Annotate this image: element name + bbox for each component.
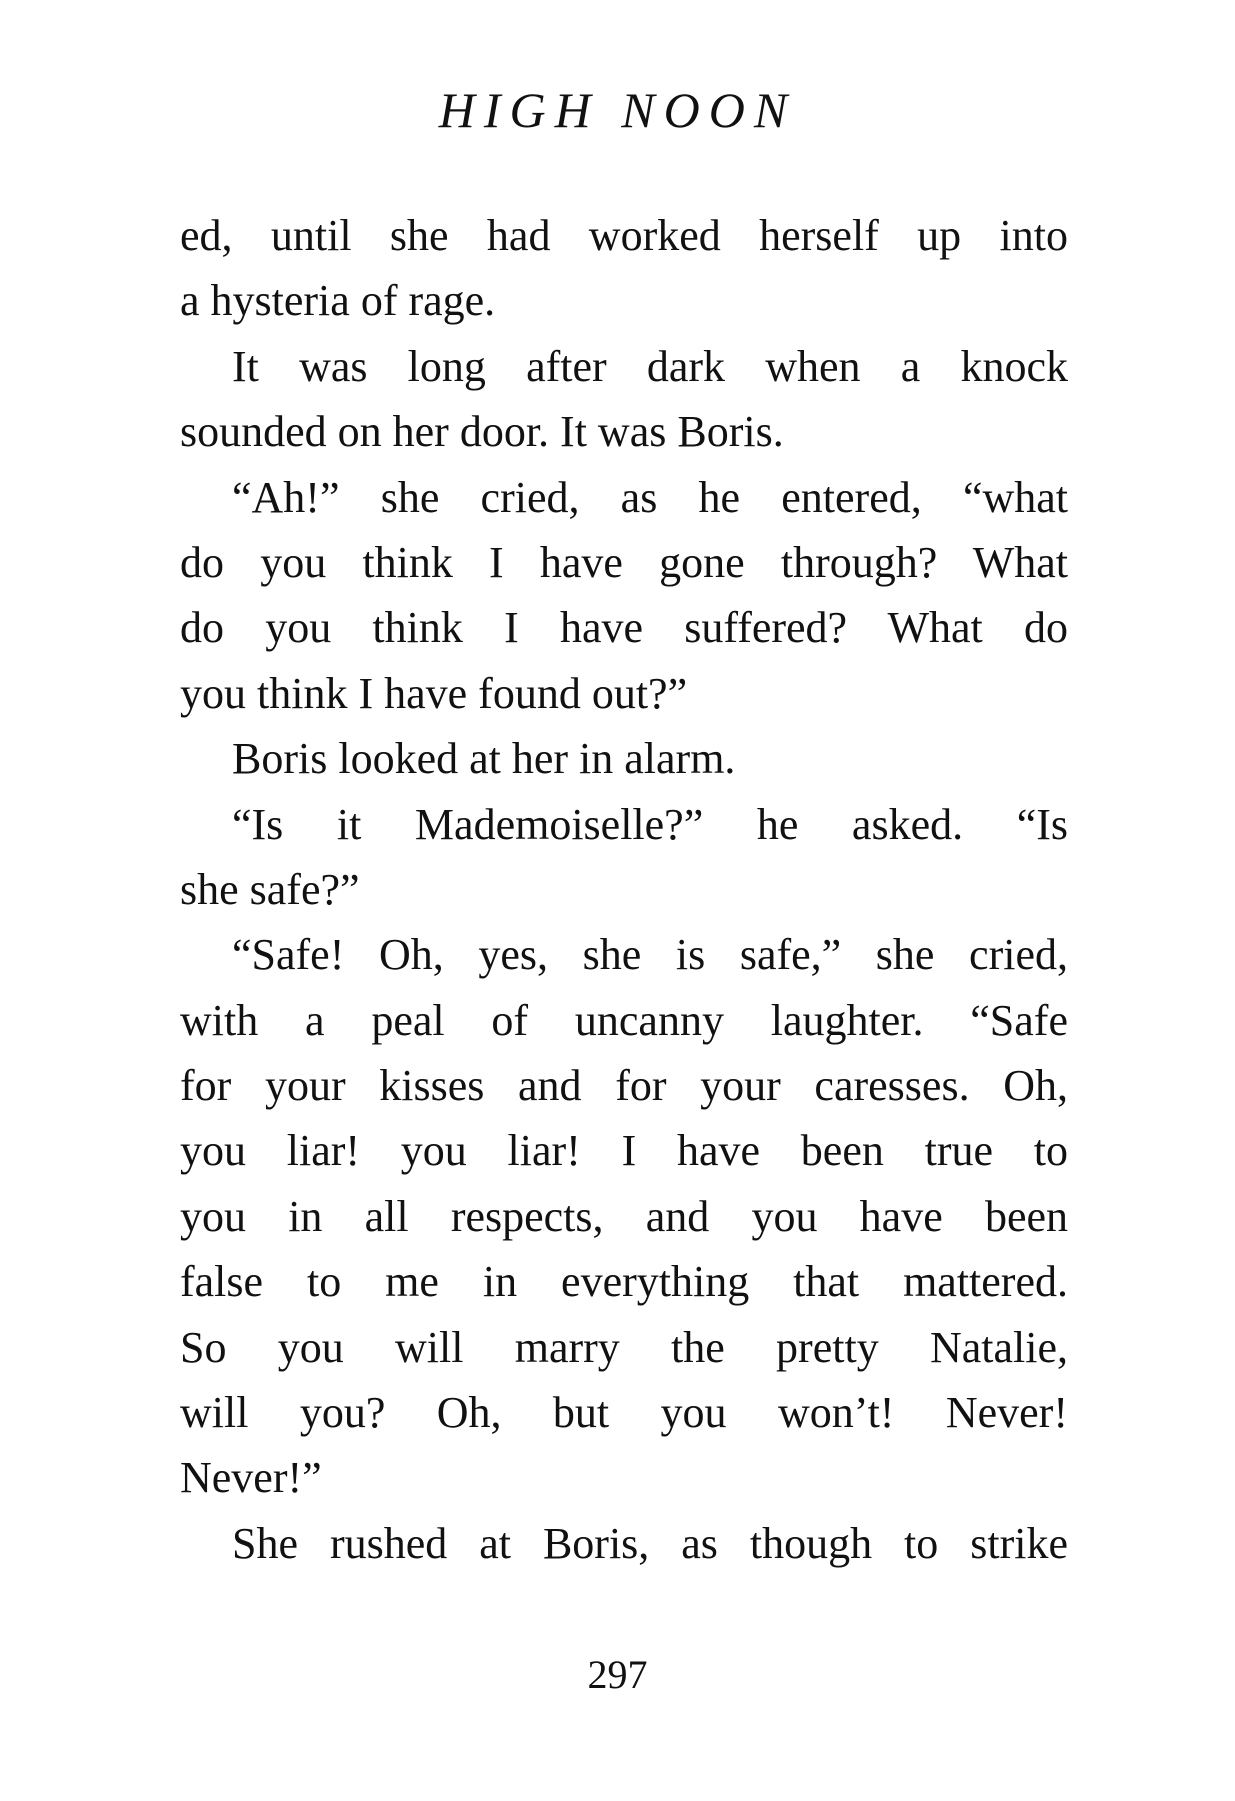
text-line: “Ah!” she cried, as he entered, “what (232, 472, 1068, 522)
text-line: ed, until she had worked herself up into (180, 211, 1068, 260)
text-line: you in all respects, and you have been (180, 1191, 1068, 1241)
text-line: Boris looked at her in alarm. (232, 734, 736, 784)
text-line: It was long after dark when a knock (232, 341, 1068, 391)
text-line: Never!” (180, 1453, 322, 1503)
text-line: sounded on her door. It was Boris. (180, 407, 784, 457)
text-line: will you? Oh, but you won’t! Never! (180, 1388, 1068, 1438)
text-line: you liar! you liar! I have been true to (180, 1126, 1068, 1176)
text-line: for your kisses and for your caresses. Oh, (180, 1061, 1068, 1111)
text-line: with a peal of uncanny laughter. “Safe (180, 995, 1068, 1045)
text-line: “Safe! Oh, yes, she is safe,” she cried, (232, 930, 1068, 980)
text-line: So you will marry the pretty Natalie, (180, 1322, 1068, 1372)
text-line: do you think I have suffered? What do (180, 603, 1068, 653)
text-line: She rushed at Boris, as though to strike (232, 1518, 1068, 1568)
text-line: do you think I have gone through? What (180, 537, 1068, 587)
running-head: HIGH NOON (438, 82, 797, 138)
text-line: a hysteria of rage. (180, 276, 496, 326)
text-line: “Is it Mademoiselle?” he asked. “Is (232, 799, 1068, 849)
text-line: she safe?” (180, 864, 360, 914)
text-line: false to me in everything that mattered. (180, 1257, 1068, 1307)
page-number: 297 (587, 1652, 648, 1697)
body-text (180, 203, 1068, 1576)
text-line: you think I have found out?” (180, 668, 688, 718)
